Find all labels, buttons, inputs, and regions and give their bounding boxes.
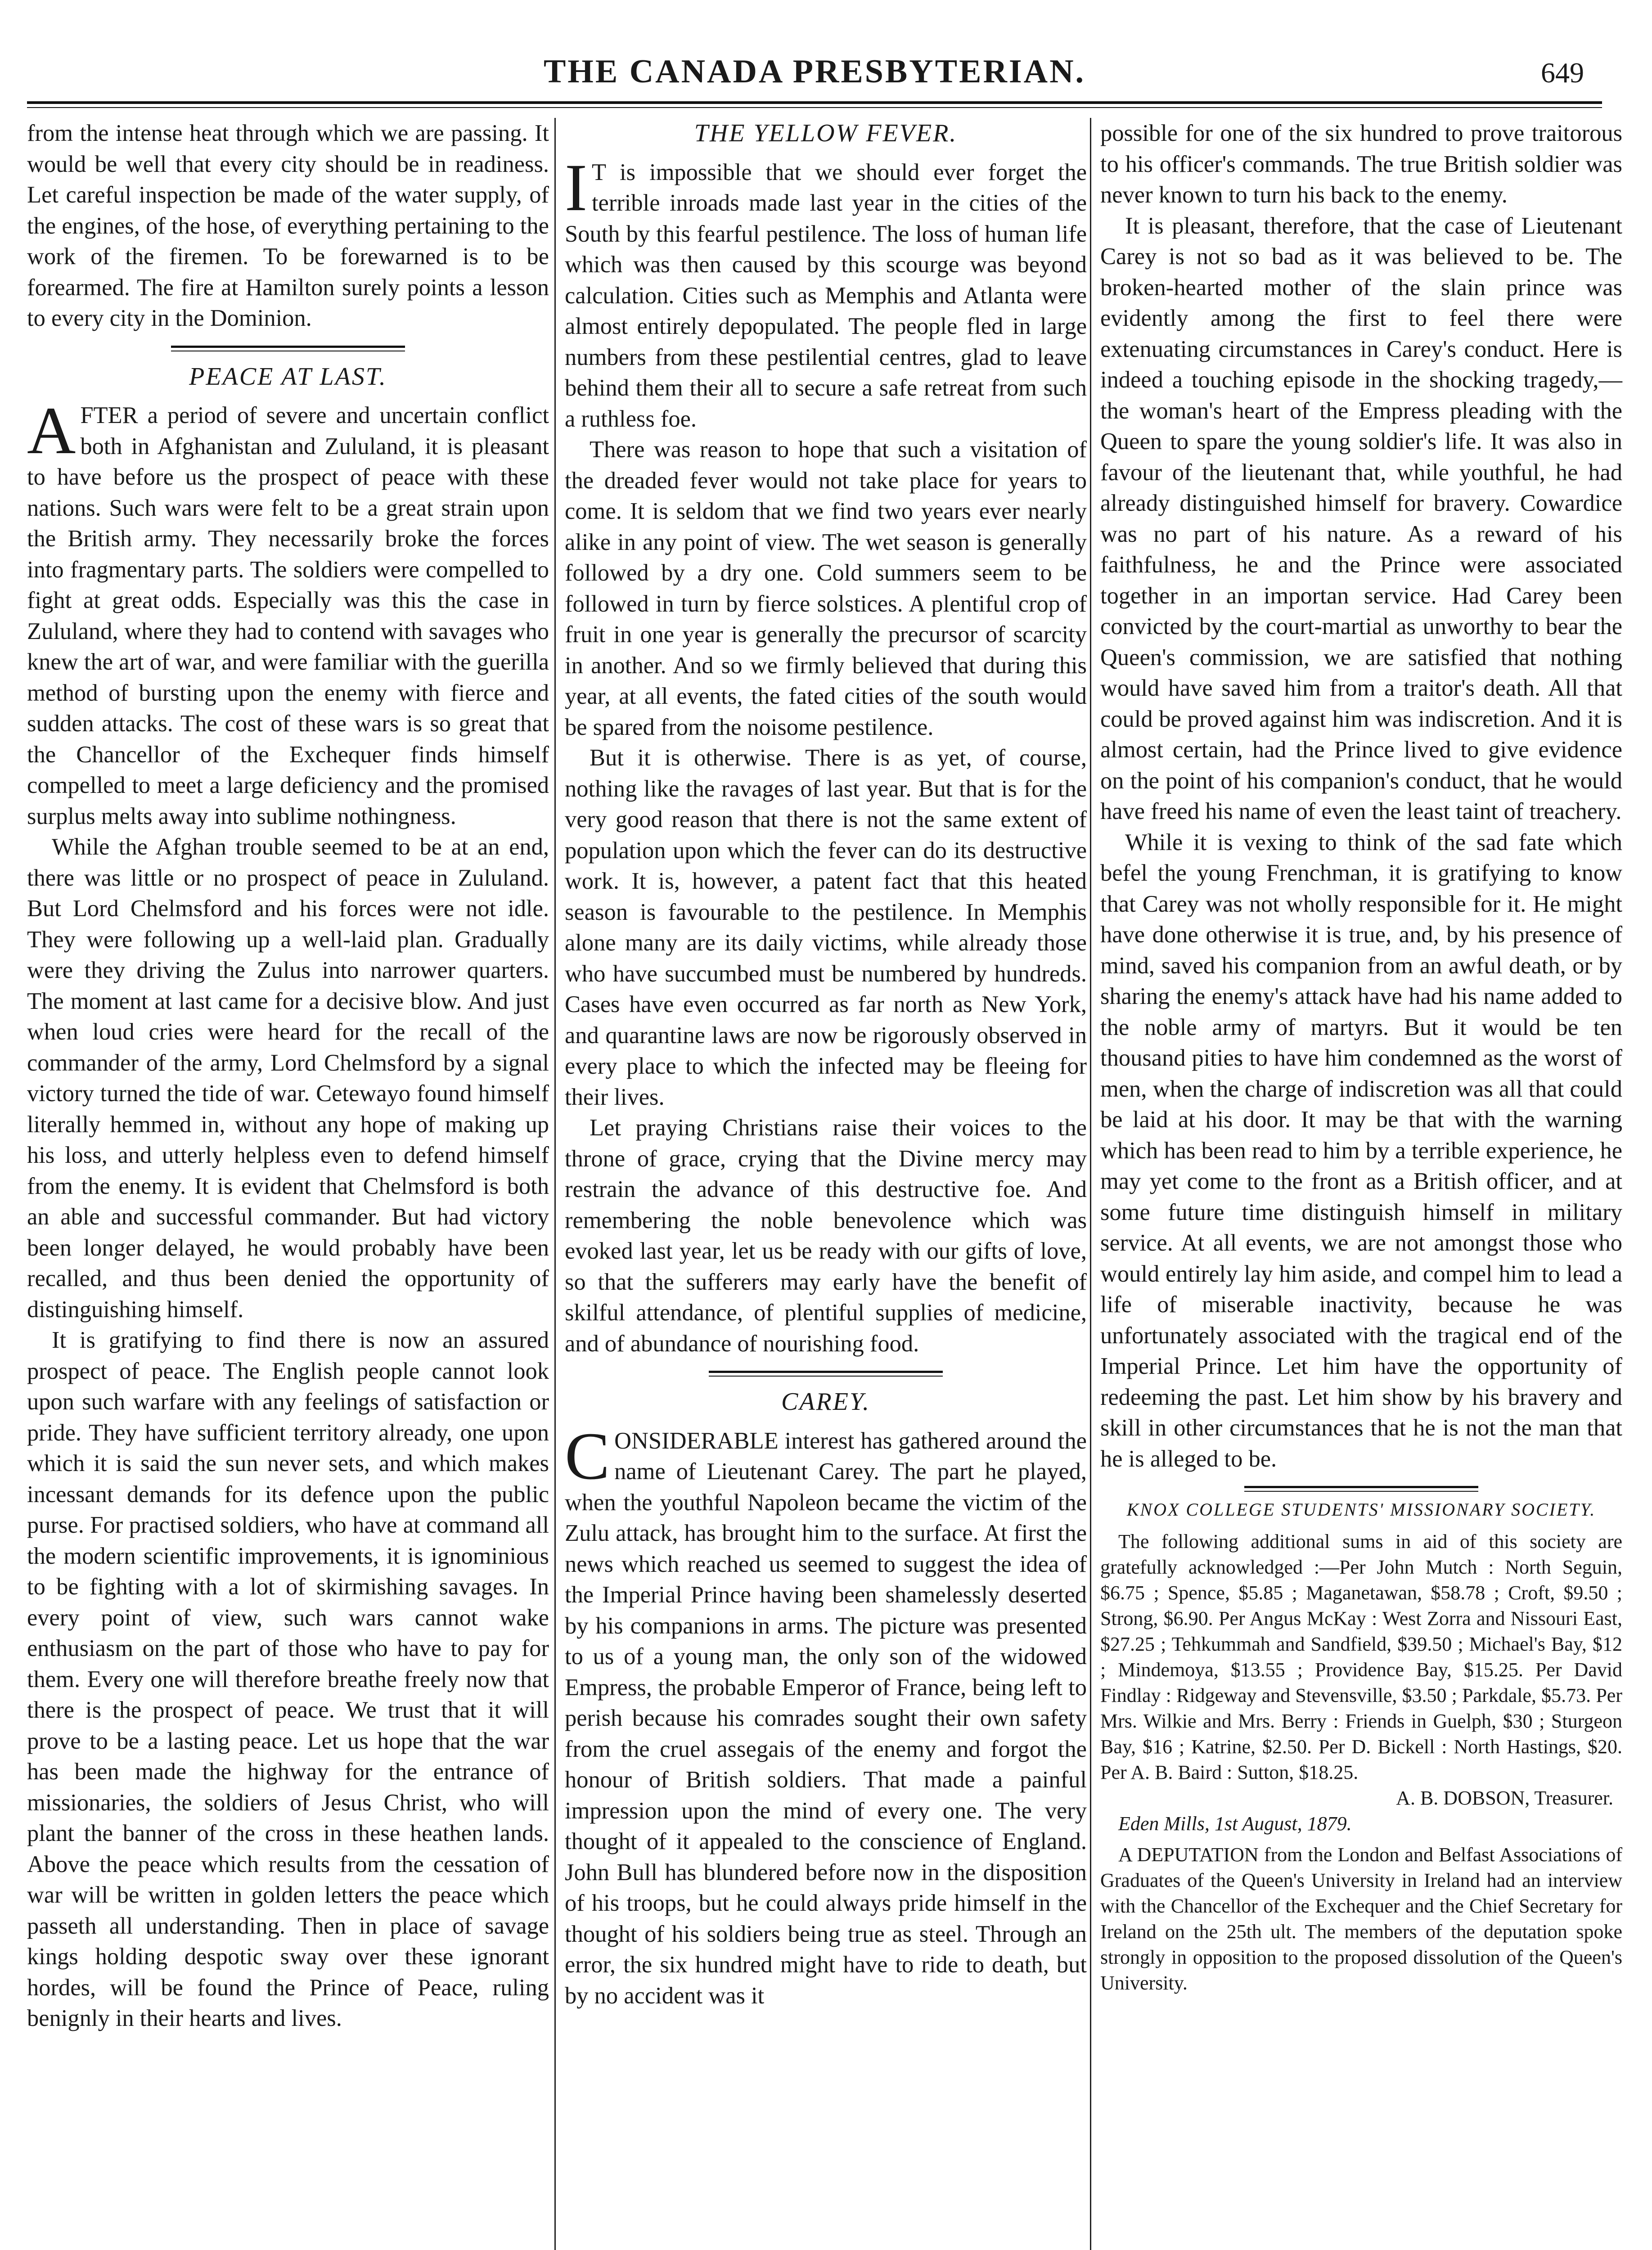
column-3	[1100, 118, 1622, 1996]
column-1	[27, 118, 549, 2034]
fever-paragraph: Let praying Christians raise their voices to the throne of grace, crying that the Divine mercy may restrain the advance of this destructive foe. And remembering the noble benevolence which was evoked last year, let us be ready with our gifts of love, so that the sufferers may early have the benefit of skilful attendance, of plentiful supplies of medicine, and of abundance of nourishing food.	[565, 1115, 1087, 1357]
masthead-title: THE CANADA PRESBYTERIAN.	[543, 53, 1086, 90]
knox-dateline: Eden Mills, 1st August, 1879.	[1118, 1813, 1352, 1835]
carey-paragraph-continued: possible for one of the six hundred to prove traitorous to his officer's commands. The true British soldier was never known to turn his back to the enemy.	[1100, 120, 1622, 208]
knox-signature: A. B. DOBSON, Treasurer.	[1396, 1787, 1613, 1809]
drop-cap: C	[565, 1418, 610, 1494]
drop-cap: A	[27, 393, 76, 468]
carey-paragraph: It is pleasant, therefore, that the case of Lieutenant Carey is not so bad as it was believed to be. The broken-hearted mother of the slain prince was evidently among the first to feel there were extenuating circumstances in Carey's conduct. Here is indeed a touching episode in the shocking tragedy,—the woman's heart of the Empress pleading with the Queen to spare the young soldier's life. It was also in favour of the lieutenant that, while youthful, he had already distinguished himself for bravery. Cowardice was no part of his nature. As a reward of his faithfulness, he and the Prince were associated together in an importan service. Had Carey been convicted by the court-martial as unworthy to bear the Queen's commission, we are satisfied that nothing would have saved him from a traitor's death. All that could be proved against him was indiscretion. And it is almost certain, had the Prince lived to give evidence on the point of his companion's conduct, that he would have freed his name of even the least taint of treachery.	[1100, 212, 1622, 824]
header-rule-thin	[27, 107, 1602, 108]
peace-paragraph-text: FTER a period of severe and uncertain conflict both in Afghanistan and Zululand, it is pleasant to have before us the prospect of peace with these nations. Such wars were felt to be a great strain upon the British army. They necessarily broke the forces into fragmentary parts. The soldiers were compelled to fight at great odds. Especially was this the case in Zululand, where they had to contend with savages who knew the art of war, and were familiar with the guerilla method of bursting upon the enemy with fierce and sudden attacks. The cost of these wars is so great that the Chancellor of the Exchequer finds himself compelled to meet a large deficiency and the promised surplus melts away into sublime nothingness.	[27, 402, 549, 829]
column-divider	[1090, 118, 1091, 2250]
peace-paragraph: While the Afghan trouble seemed to be at an end, there was little or no prospect of peace in Zululand. But Lord Chelmsford and his forces were not idle. They were following up a well-laid plan. Gradually were they driving the Zulus into narrower quarters. The moment at last came for a decisive blow. And just when loud cries were heard for the recall of the commander of the army, Lord Chelmsford by a signal victory turned the tide of war. Cetewayo found himself literally hemmed in, without any hope of making up his loss, and utterly helpless even to defend himself from the enemy. It is evident that Chelmsford is both an able and successful commander. But had victory been longer delayed, he would probably have been recalled, and thus been denied the opportunity of distinguishing himself.	[27, 834, 549, 1323]
knox-section	[1100, 1498, 1622, 1996]
deputation-paragraph: A DEPUTATION from the London and Belfast Associations of Graduates of the Queen's University in Ireland had an interview with the Chancellor of the Exchequer and the Chief Secretary for Ireland on the 25th ult. The members of the deputation spoke strongly in opposition to the proposed dissolution of the Queen's University.	[1100, 1844, 1622, 1994]
article-title-knox: KNOX COLLEGE STUDENTS' MISSIONARY SOCIETY.	[1126, 1499, 1596, 1520]
page-number: 649	[1541, 57, 1584, 89]
carey-paragraph: While it is vexing to think of the sad fate which befel the young Frenchman, it is gratifying to know that Carey was not wholly responsible for it. He might have done otherwise it is true, and, by his presence of mind, saved his companion from an awful death, or by sharing the enemy's attack have had his name added to the noble army of martyrs. But it would be ten thousand pities to have him condemned as the worst of men, when the charge of indiscretion was all that could be laid at his door. It may be that with the warning which has been read to him by a terrible experience, he may yet come to the front as a British officer, and at some future time distinguish himself in military service. At all events, we are not amongst those who would entirely lay him aside, and compel him to lead a life of miserable inactivity, because he was unfortunately associated with the tragical end of the Imperial Prince. Let him have the opportunity of redeeming the past. Let him show by his bravery and skill in other circumstances that he is not the man that he is alleged to be.	[1100, 829, 1622, 1472]
fever-paragraph	[565, 150, 1087, 435]
article-separator	[709, 1371, 943, 1377]
article-title-carey: CAREY.	[781, 1388, 870, 1416]
drop-cap: I	[565, 150, 587, 225]
article-title-yellow-fever: THE YELLOW FEVER.	[694, 119, 958, 147]
fire-article-ending: from the intense heat through which we are passing. It would be well that every city should be in readiness. Let careful inspection be made of the water supply, of the engines, of the hose, of everything pertaining to the work of the firemen. To be forewarned is to be forearmed. The fire at Hamilton surely points a lesson to every city in the Dominion.	[27, 120, 549, 331]
fever-paragraph: There was reason to hope that such a visitation of the dreaded fever would not take place for years to come. It is seldom that we find two years ever nearly alike in any point of view. The wet season is generally followed by a dry one. Cold summers seem to be followed in turn by fierce solstices. A plentiful crop of fruit in one year is generally the precursor of scarcity in another. And so we firmly believed that during this year, at all events, the fated cities of the south would be spared from the noisome pestilence.	[565, 436, 1087, 740]
knox-paragraph: The following additional sums in aid of this society are gratefully acknowledged :—Per John Mutch : North Seguin, $6.75 ; Spence, $5.85 ; Maganetawan, $58.78 ; Croft, $9.50 ; Strong, $6.90. Per Angus McKay : West Zorra and Nissouri East, $27.25 ; Tehkummah and Sandfield, $39.50 ; Michael's Bay, $12 ; Mindemoya, $13.55 ; Providence Bay, $15.25. Per David Findlay : Ridgeway and Stevensville, $3.50 ; Parkdale, $5.73. Per Mrs. Wilkie and Mrs. Berry : Friends in Guelph, $30 ; Sturgeon Bay, $16 ; Katrine, $2.50. Per D. Bickell : North Hastings, $20. Per A. B. Baird : Sutton, $18.25.	[1100, 1530, 1622, 1783]
carey-paragraph-text: ONSIDERABLE interest has gathered around the name of Lieutenant Carey. The part he played, when the youthful Napoleon became the victim of the Zulu attack, has brought him to the surface. At first the news which reached us seemed to suggest the idea of the Imperial Prince having been shamelessly deserted by his companions in arms. The picture was presented to us of a young man, the only son of the widowed Empress, the probable Emperor of France, being left to perish because his comrades sought their own safety from the cruel assegais of the enemy and forgot the honour of British soldiers. That made a painful impression upon the mind of every one. The very thought of it appealed to the conscience of England. John Bull has blundered before now in the disposition of his troops, but he could always pride himself in the thought of his soldiers being true as steel. Through an error, the six hundred might have to ride to death, but by no accident was it	[565, 1427, 1087, 2009]
carey-paragraph	[565, 1418, 1087, 2012]
header-rule	[27, 101, 1602, 104]
peace-paragraph	[27, 393, 549, 832]
peace-paragraph: It is gratifying to find there is now an assured prospect of peace. The English people cannot look upon such warfare with any feelings of satisfaction or pride. They have sufficient territory already, one upon which it is said the sun never sets, and which makes incessant demands for its defence upon the public purse. For practised soldiers, who have at command all the modern scientific improvements, it is ignominious to be fighting with a lot of skirmishing savages. In every point of view, such wars cannot wake enthusiasm on the part of those who have to pay for them. Every one will therefore breathe freely now that there is the prospect of peace. We trust that it will prove to be a lasting peace. Let us hope that the war has been made the highway for the entrance of missionaries, the soldiers of Jesus Christ, who will plant the banner of the cross in these heathen lands. Above the peace which results from the cessation of war will be written in golden letters the peace which passeth all understanding. Then in place of savage kings holding despotic sway over these ignorant hordes, will be found the Prince of Peace, ruling benignly in their hearts and lives.	[27, 1327, 549, 2031]
page-header	[27, 43, 1602, 101]
article-separator	[171, 346, 405, 351]
column-2	[565, 118, 1087, 2011]
fever-paragraph-text: T is impossible that we should ever forget the terrible inroads made last year in the cities of the South by this fearful pestilence. The loss of human life which was then caused by this scourge was beyond calculation. Cities such as Memphis and Atlanta were almost entirely depopulated. The people fled in large numbers from these pestilential centres, glad to leave behind them their all to secure a safe retreat from such a ruthless foe.	[565, 159, 1087, 432]
article-title-peace: PEACE AT LAST.	[189, 362, 387, 391]
fever-paragraph: But it is otherwise. There is as yet, of course, nothing like the ravages of last year. But that is for the very good reason that there is not the same extent of population upon which the fever can do its destructive work. It is, however, a patent fact that this heated season is favourable to the pestilence. In Memphis alone many are its daily victims, while already those who have succumbed must be numbered by hundreds. Cases have even occurred as far north as New York, and quarantine laws are now be rigorously observed in every place to which the infected may be fleeing for their lives.	[565, 745, 1087, 1110]
column-divider	[554, 118, 556, 2250]
article-separator	[1244, 1486, 1478, 1492]
